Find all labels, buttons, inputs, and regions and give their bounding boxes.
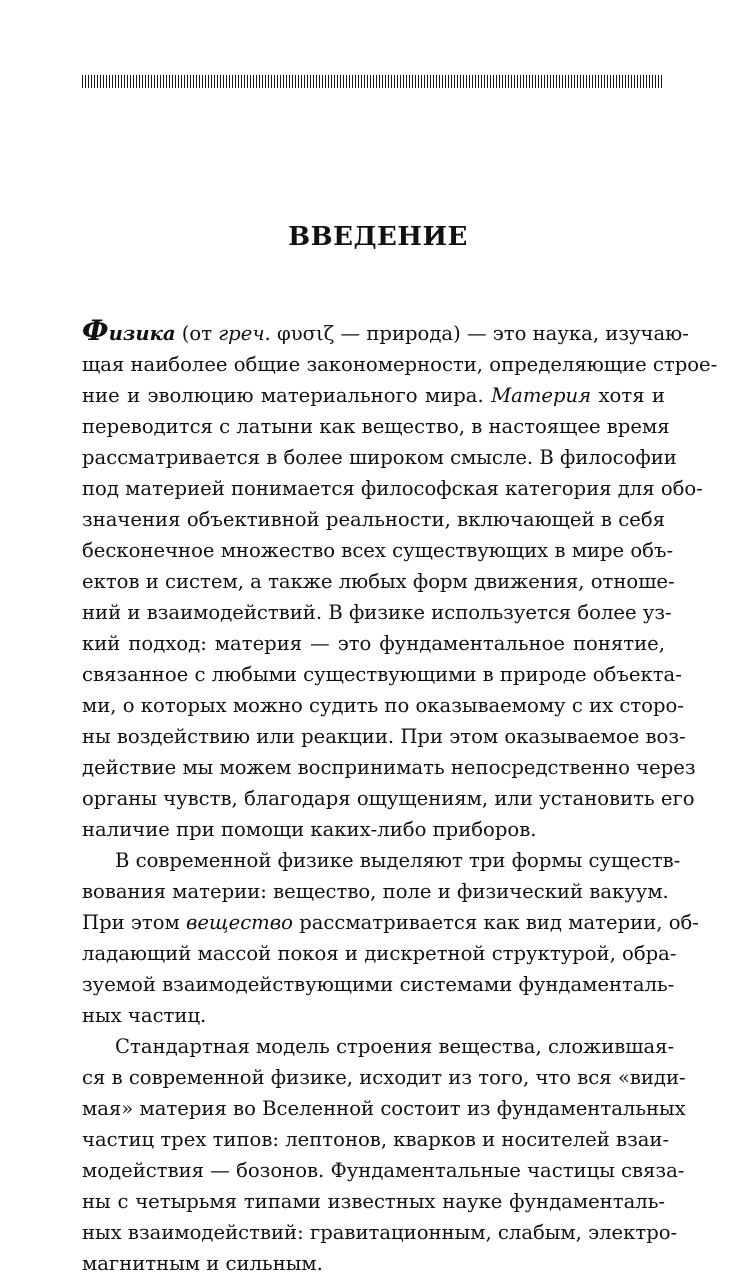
- chapter-title: ВВЕДЕНИЕ: [288, 222, 468, 252]
- text-line: щая наиболее общие закономерности, определяющие строе-: [82, 353, 718, 376]
- text-line: ны с четырьмя типами известных науке фундаменталь-: [82, 1190, 665, 1213]
- text-line: переводится с латыни как вещество, в настоящее время: [82, 415, 670, 438]
- text-line: зуемой взаимодействующими системами фундаменталь-: [82, 973, 675, 996]
- body-text: [82, 314, 718, 1279]
- text-line: Стандартная модель строения вещества, сложившая-: [115, 1035, 675, 1058]
- text-line: наличие при помощи каких-либо приборов.: [82, 818, 537, 841]
- paragraph-2: [82, 845, 699, 1031]
- text-line: ние и эволюцию материального мира. Материя хотя и: [82, 384, 665, 407]
- text-line: При этом вещество рассматривается как вид материи, об-: [82, 911, 699, 934]
- text-line: рассматривается в более широком смысле. В философии: [82, 446, 677, 469]
- text-line: В современной физике выделяют три формы существ-: [115, 849, 681, 872]
- text-line: кий подход: материя — это фундаментальное понятие,: [82, 632, 665, 655]
- text-line: бесконечное множество всех существующих в мире объ-: [82, 539, 674, 562]
- text-line: мая» материя во Вселенной состоит из фундаментальных: [82, 1097, 686, 1120]
- text-line: ных частиц.: [82, 1004, 207, 1027]
- paragraph-3: [82, 1031, 686, 1279]
- text-line: ми, о которых можно судить по оказываемому с их сторо-: [82, 694, 684, 717]
- text-line: частиц трех типов: лептонов, кварков и носителей взаи-: [82, 1128, 670, 1151]
- text-line: под материей понимается философская категория для обо-: [82, 477, 703, 500]
- text-line: ны воздействию или реакции. При этом оказываемое воз-: [82, 725, 686, 748]
- text-line: вования материи: вещество, поле и физический вакуум.: [82, 880, 669, 903]
- text-line: ных взаимодействий: гравитационным, слабым, электро-: [82, 1221, 678, 1244]
- paragraph-1: [82, 314, 718, 845]
- text-line: ся в современной физике, исходит из того, что вся «види-: [82, 1066, 686, 1089]
- text-line: действие мы можем воспринимать непосредственно через: [82, 756, 696, 779]
- text-line: магнитным и сильным.: [82, 1252, 323, 1275]
- text-line: значения объективной реальности, включающей в себя: [82, 508, 665, 531]
- text-line: ладающий массой покоя и дискретной структурой, обра-: [82, 942, 677, 965]
- text-line: органы чувств, благодаря ощущениям, или установить его: [82, 787, 695, 810]
- text-line: модействия — бозонов. Фундаментальные частицы связа-: [82, 1159, 685, 1182]
- text-line: связанное с любыми существующими в природе объекта-: [82, 663, 682, 686]
- text-line: Физика (от греч. φυσιζ — природа) — это наука, изучаю-: [82, 314, 689, 347]
- text-line: ектов и систем, а также любых форм движения, отноше-: [82, 570, 675, 593]
- top-decorative-rule: [82, 75, 663, 88]
- text-line: ний и взаимодействий. В физике используется более уз-: [82, 601, 672, 624]
